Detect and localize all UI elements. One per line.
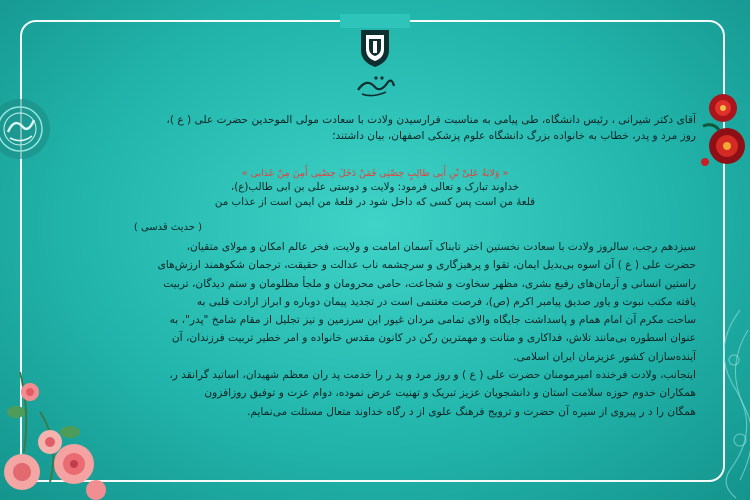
intro-line: آقای دکتر شیرانی ، رئیس دانشگاه، طی پیامی به مناسبت فرارسیدن ولادت با سعادت مولی الموحدین حضرت علی ( ع )، bbox=[166, 114, 696, 126]
arabesque-pattern-icon bbox=[690, 300, 750, 500]
body-line: همکاران خدوم حوزه سلامت استان و دانشجویان عزیز تبریک و تهنیت عرض نموده، دوام عزت و توفیق روزافزون bbox=[204, 387, 696, 400]
qudsi-signature-icon bbox=[352, 72, 398, 100]
body-line: اینجانب، ولادت فرخنده امیرمومنان حضرت علی ( ع ) و روز مرد و پد ر را خدمت پد ران معظم شهیدان، اساتید گرانقد ر، bbox=[169, 369, 696, 382]
intro-paragraph bbox=[166, 112, 696, 144]
hadith-source: ( حدیث قدسی ) bbox=[133, 222, 202, 233]
body-line: ساحت مکرم آن امام همام و پاسداشت جایگاه والای تمامی مردان غیور این سرزمین و نیز تجلیل از مقام شامخ "پدر"، به bbox=[169, 314, 696, 327]
hadith-persian bbox=[0, 180, 750, 210]
hadith-persian-line: قلعهٔ من است پس کسی که داخل شود در قلعهٔ من ایمن است از عذاب من bbox=[214, 196, 536, 208]
ali-medallion-icon bbox=[0, 94, 52, 164]
hadith-persian-line: خداوند تبارک و تعالی فرمود: ولایت و دوستی علی بن ابی طالب(ع)، bbox=[230, 181, 520, 193]
body-line: عنوان اسطوره بی‌مانند تلاش، فداکاری و متانت و مهمترین رکن در کانون مقدس خانواده و امر خطیر تربیت فرزندان، آن bbox=[171, 332, 696, 345]
body-line: سیزدهم رجب، سالروز ولادت با سعادت نخستین اختر تابناک آسمان امامت و ولایت، فخر عالم امکان و مولای متقیان، bbox=[186, 241, 696, 253]
body-line: همگان را د ر پیروی از سیره آن حضرت و ترویج فرهنگ علوی از د رگاه خداوند متعال مسئلت می‌نمایم. bbox=[247, 405, 696, 418]
body-line: راستین انسانی و آرمان‌های رفیع بشری، مظهر سخاوت و شجاعت، حامی محرومان و ملجأ مظلومان و ستم دیدگان، تربیت bbox=[163, 277, 696, 290]
pink-roses-icon bbox=[0, 372, 110, 500]
message-body bbox=[158, 238, 696, 421]
university-emblem-icon bbox=[357, 28, 393, 68]
body-line: حضرت علی ( ع ) آن اسوه بی‌بدیل ایمان، تقوا و پرهیزگاری و سرچشمه ناب عدالت و حقیقت، ترجمان شکوهمند ارزش‌های bbox=[157, 259, 696, 272]
body-line: یافته مکتب نبوت و یاور صدیق پیامبر اکرم (ص)، فرصت مغتنمی است در تجدید پیمان دوباره و ابراز ارادت قلبی به bbox=[196, 295, 696, 308]
hadith-arabic: « وَلايَةُ عَلِىِّ بْنِ أَبِى طالِبٍ حِصْنِى فَمَنْ دَخَلَ حِصْنِى أَمِنَ مِنْ عَذابى » bbox=[241, 168, 509, 179]
frame-gap bbox=[340, 14, 410, 28]
body-line: آینده‌سازان کشور عزیزمان ایران اسلامی. bbox=[513, 350, 696, 363]
intro-line: روز مرد و پدر، خطاب به خانواده بزرگ دانشگاه علوم پزشکی اصفهان، بیان داشتند؛ bbox=[332, 130, 696, 142]
red-flower-icon bbox=[697, 88, 750, 170]
